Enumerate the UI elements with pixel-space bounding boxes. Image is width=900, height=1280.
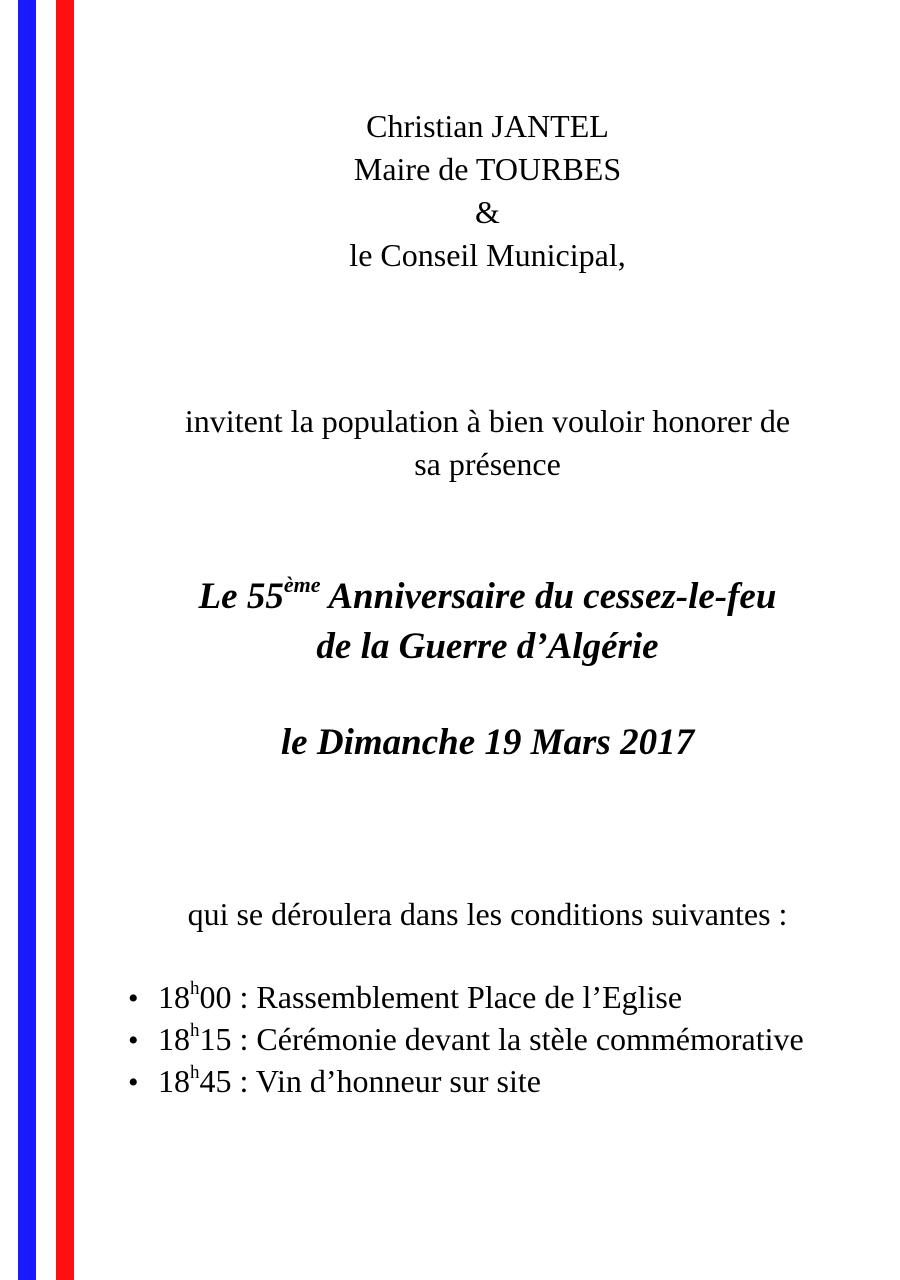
schedule-item bbox=[128, 1019, 878, 1061]
schedule-minutes: 15 bbox=[199, 1021, 232, 1057]
council-name: le Conseil Municipal, bbox=[349, 237, 626, 273]
invitation-text bbox=[100, 400, 875, 486]
bullet-icon: • bbox=[128, 1024, 139, 1057]
flag-stripe-red bbox=[56, 0, 74, 1280]
schedule-minutes: 00 bbox=[199, 979, 232, 1015]
schedule-hour-suffix: h bbox=[190, 978, 200, 999]
ampersand: & bbox=[475, 194, 500, 230]
event-title-rest: Anniversaire du cessez-le-feu bbox=[320, 576, 777, 617]
schedule-hour-suffix: h bbox=[190, 1020, 200, 1041]
event-title-line-1 bbox=[100, 572, 875, 622]
event-title bbox=[100, 572, 875, 672]
schedule-hour: 18 bbox=[158, 1063, 190, 1099]
invitation-header bbox=[100, 105, 875, 277]
event-title-prefix: Le 55 bbox=[198, 576, 284, 617]
bullet-icon: • bbox=[128, 982, 139, 1015]
mayor-name: Christian JANTEL bbox=[366, 108, 609, 144]
schedule-text: : Vin d’honneur sur site bbox=[231, 1063, 541, 1099]
schedule-hour-suffix: h bbox=[190, 1062, 200, 1083]
bullet-icon: • bbox=[128, 1066, 139, 1099]
flag-stripe-blue bbox=[18, 0, 36, 1280]
invitation-line-2: sa présence bbox=[414, 446, 561, 482]
event-date: le Dimanche 19 Mars 2017 bbox=[280, 722, 695, 763]
schedule-hour: 18 bbox=[158, 1021, 190, 1057]
schedule-item bbox=[128, 977, 878, 1019]
invitation-line-1: invitent la population à bien vouloir honorer de bbox=[184, 403, 791, 439]
schedule-hour: 18 bbox=[158, 979, 190, 1015]
schedule-text: : Rassemblement Place de l’Eglise bbox=[231, 979, 683, 1015]
event-title-line-2: de la Guerre d’Algérie bbox=[316, 626, 659, 667]
schedule-item bbox=[128, 1061, 878, 1103]
mayor-title: Maire de TOURBES bbox=[353, 151, 622, 187]
schedule-intro: qui se déroulera dans les conditions suivantes : bbox=[187, 896, 788, 932]
schedule-list bbox=[128, 977, 878, 1103]
event-title-ordinal: ème bbox=[283, 572, 321, 597]
schedule-text: : Cérémonie devant la stèle commémorative bbox=[231, 1021, 804, 1057]
schedule-minutes: 45 bbox=[199, 1063, 232, 1099]
